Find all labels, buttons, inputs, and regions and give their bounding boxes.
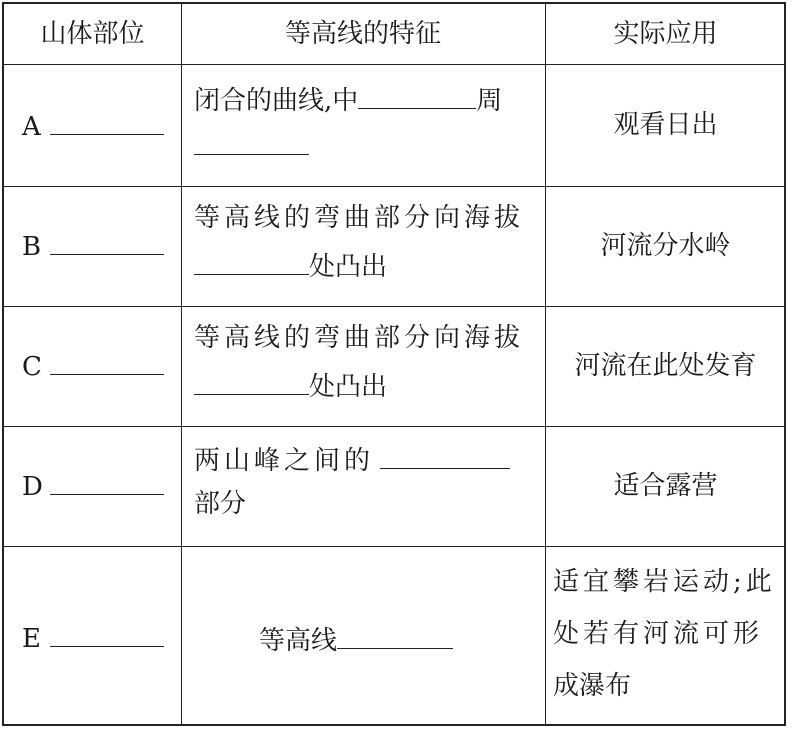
part-cell-e [22, 618, 181, 658]
answer-blank[interactable] [194, 246, 309, 275]
answer-blank[interactable] [358, 80, 476, 109]
answer-blank[interactable] [50, 106, 164, 135]
feature-cell-d [194, 440, 544, 540]
part-cell-b [22, 226, 181, 266]
answer-blank[interactable] [50, 618, 164, 647]
header-application: 实际应用 [613, 19, 718, 49]
part-label: C [22, 352, 42, 382]
application-text: 成瀑布 [553, 671, 632, 701]
feature-cell-b [194, 200, 544, 300]
answer-blank[interactable] [50, 466, 164, 495]
part-cell-d [22, 466, 181, 506]
application-cell-c: 河流在此处发育 [574, 351, 757, 381]
part-label: D [22, 472, 43, 502]
feature-text: 两山峰之间的 [194, 446, 375, 476]
application-cell-e [553, 564, 786, 724]
feature-text: 处凸出 [309, 372, 388, 402]
feature-cell-e [181, 546, 545, 726]
feature-text: 处凸出 [309, 252, 388, 282]
answer-blank[interactable] [380, 440, 510, 469]
header-feature: 等高线的特征 [284, 19, 441, 49]
part-label: A [22, 112, 41, 142]
feature-text: 等高线的弯曲部分向海拔 [194, 323, 525, 353]
answer-blank[interactable] [337, 620, 453, 649]
part-label: B [22, 232, 42, 262]
application-cell-a: 观看日出 [613, 110, 718, 140]
part-label: E [22, 624, 41, 654]
part-cell-c [22, 346, 181, 386]
part-cell-a [22, 106, 181, 146]
feature-text: 等高线的弯曲部分向海拔 [194, 203, 525, 233]
feature-cell-c [194, 320, 544, 420]
feature-text: 部分 [194, 489, 247, 519]
answer-blank[interactable] [194, 366, 309, 395]
application-cell-d: 适合露营 [613, 471, 718, 501]
contour-features-table [2, 2, 786, 726]
application-text: 适宜攀岩运动;此 [553, 567, 776, 597]
application-cell-b: 河流分水岭 [600, 231, 731, 261]
feature-cell-a [194, 80, 539, 180]
answer-blank[interactable] [50, 346, 164, 375]
answer-blank[interactable] [50, 226, 164, 255]
feature-text: 周 [476, 86, 503, 116]
header-part: 山体部位 [40, 19, 145, 49]
feature-text: 等高线 [259, 626, 338, 656]
answer-blank[interactable] [194, 126, 309, 155]
application-text: 处若有河流可形 [553, 619, 764, 649]
feature-text: 闭合的曲线,中 [194, 86, 359, 116]
